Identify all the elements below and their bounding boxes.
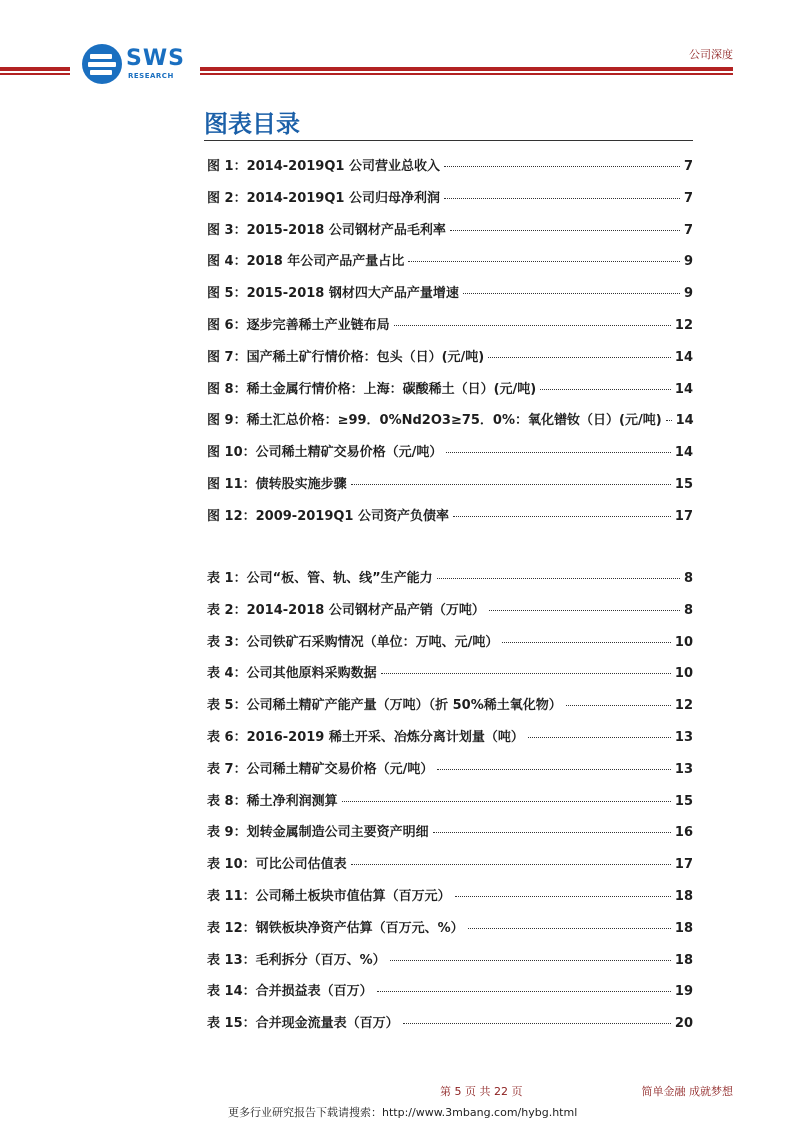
toc-entry-page: 10 bbox=[674, 666, 693, 682]
toc-entry-label: 图 3：2015-2018 公司钢材产品毛利率 bbox=[207, 222, 446, 238]
toc-entry-page: 10 bbox=[674, 634, 693, 650]
toc-entry[interactable] bbox=[207, 346, 693, 378]
toc-entry-page: 15 bbox=[674, 793, 693, 809]
toc-leader-dots bbox=[394, 325, 671, 326]
toc-entry[interactable] bbox=[207, 155, 693, 187]
toc-entry-label: 图 1：2014-2019Q1 公司营业总收入 bbox=[207, 159, 440, 174]
toc-entry-page: 14 bbox=[674, 349, 693, 365]
toc-entry-page: 17 bbox=[674, 508, 693, 524]
toc-entry-page: 8 bbox=[683, 571, 693, 586]
toc-entry-label: 图 7：国产稀土矿行情价格：包头（日）(元/吨) bbox=[207, 349, 485, 365]
toc-entry-page: 7 bbox=[683, 159, 693, 174]
toc-entry-page: 17 bbox=[674, 857, 693, 873]
toc-leader-dots bbox=[455, 896, 671, 897]
toc-entry[interactable] bbox=[207, 790, 693, 822]
toc-leader-dots bbox=[342, 801, 671, 802]
toc-entry-page: 13 bbox=[674, 761, 693, 777]
toc-entry[interactable] bbox=[207, 1012, 693, 1044]
toc-entry[interactable] bbox=[207, 949, 693, 981]
toc-entry-label: 表 12：钢铁板块净资产估算（百万元、%） bbox=[207, 920, 464, 936]
toc-leader-dots bbox=[489, 610, 680, 611]
toc-leader-dots bbox=[566, 705, 671, 706]
toc-entry-page: 20 bbox=[674, 1016, 693, 1032]
toc-entry[interactable] bbox=[207, 662, 693, 694]
toc-entry-page: 16 bbox=[674, 825, 693, 841]
footer-slogan: 简单金融 成就梦想 bbox=[641, 1085, 733, 1098]
toc-entry-page: 13 bbox=[674, 729, 693, 745]
toc-entry-label: 表 14：合并损益表（百万） bbox=[207, 984, 373, 1000]
toc-leader-dots bbox=[666, 420, 672, 421]
toc-entry-label: 表 1：公司“板、管、轨、线”生产能力 bbox=[207, 571, 433, 586]
toc-entry-label: 表 6：2016-2019 稀土开采、冶炼分离计划量（吨） bbox=[207, 729, 524, 745]
toc-entry-page: 18 bbox=[674, 888, 693, 904]
toc-entry-label: 图 4：2018 年公司产品产量占比 bbox=[207, 254, 405, 270]
toc-entry-page: 8 bbox=[683, 602, 693, 618]
toc-leader-dots bbox=[444, 198, 680, 199]
toc-entry-page: 7 bbox=[683, 190, 693, 206]
toc-entry-page: 14 bbox=[675, 413, 694, 429]
toc-leader-dots bbox=[351, 484, 671, 485]
title-divider bbox=[204, 140, 693, 141]
toc-entry[interactable] bbox=[207, 409, 693, 441]
toc-entry[interactable] bbox=[207, 599, 693, 631]
header-rule-right bbox=[200, 67, 733, 71]
toc-entry-label: 表 11：公司稀土板块市值估算（百万元） bbox=[207, 888, 451, 904]
toc-leader-dots bbox=[528, 737, 671, 738]
toc-entry-page: 18 bbox=[674, 952, 693, 968]
report-type-label: 公司深度 bbox=[689, 48, 733, 61]
toc-leader-dots bbox=[453, 516, 671, 517]
toc-entry-label: 表 10：可比公司估值表 bbox=[207, 857, 347, 873]
toc-leader-dots bbox=[450, 230, 680, 231]
toc-entry-page: 12 bbox=[674, 317, 693, 333]
toc-entry-page: 12 bbox=[674, 698, 693, 714]
toc-entry[interactable] bbox=[207, 917, 693, 949]
toc-entry[interactable] bbox=[207, 885, 693, 917]
toc-leader-dots bbox=[437, 769, 671, 770]
toc-leader-dots bbox=[408, 261, 680, 262]
toc-leader-dots bbox=[390, 960, 671, 961]
toc-entry[interactable] bbox=[207, 980, 693, 1012]
header-rule-left bbox=[0, 67, 70, 71]
table-list bbox=[207, 567, 693, 1044]
toc-leader-dots bbox=[403, 1023, 671, 1024]
toc-entry[interactable] bbox=[207, 219, 693, 251]
toc-entry-label: 表 13：毛利拆分（百万、%） bbox=[207, 952, 386, 968]
toc-entry[interactable] bbox=[207, 314, 693, 346]
toc-leader-dots bbox=[351, 864, 671, 865]
toc-leader-dots bbox=[433, 832, 671, 833]
toc-entry[interactable] bbox=[207, 505, 693, 537]
toc-leader-dots bbox=[437, 578, 680, 579]
toc-entry-label: 表 7：公司稀土精矿交易价格（元/吨） bbox=[207, 761, 434, 777]
toc-entry-label: 表 3：公司铁矿石采购情况（单位：万吨、元/吨） bbox=[207, 634, 499, 650]
toc-entry-page: 14 bbox=[674, 381, 693, 397]
toc-entry-label: 表 9：划转金属制造公司主要资产明细 bbox=[207, 825, 429, 841]
header-rule-right-thin bbox=[200, 73, 733, 75]
toc-entry-page: 7 bbox=[683, 222, 693, 238]
sws-logo bbox=[82, 44, 185, 86]
logo-text: SWS bbox=[126, 46, 185, 71]
toc-entry[interactable] bbox=[207, 282, 693, 314]
toc-entry-page: 18 bbox=[674, 920, 693, 936]
toc-entry-page: 15 bbox=[674, 476, 693, 492]
toc-leader-dots bbox=[468, 928, 671, 929]
toc-entry-label: 表 4：公司其他原料采购数据 bbox=[207, 666, 377, 682]
toc-entry-label: 图 6：逐步完善稀土产业链布局 bbox=[207, 317, 390, 333]
toc-entry[interactable] bbox=[207, 567, 693, 599]
toc-entry-label: 表 5：公司稀土精矿产能产量（万吨）（折 50%稀土氧化物） bbox=[207, 698, 562, 714]
toc-entry[interactable] bbox=[207, 853, 693, 885]
toc-leader-dots bbox=[463, 293, 680, 294]
toc-entry-label: 图 11：债转股实施步骤 bbox=[207, 476, 347, 492]
toc-entry[interactable] bbox=[207, 250, 693, 282]
toc-entry[interactable] bbox=[207, 758, 693, 790]
toc-entry-label: 图 5：2015-2018 钢材四大产品产量增速 bbox=[207, 286, 459, 302]
toc-entry-label: 表 8：稀土净利润测算 bbox=[207, 793, 338, 809]
toc-entry[interactable] bbox=[207, 631, 693, 663]
toc-entry-page: 9 bbox=[683, 254, 693, 270]
page-title: 图表目录 bbox=[204, 110, 300, 138]
toc-leader-dots bbox=[488, 357, 671, 358]
toc-entry[interactable] bbox=[207, 187, 693, 219]
toc-entry[interactable] bbox=[207, 473, 693, 505]
toc-entry-label: 图 9：稀土汇总价格：≥99．0%Nd2O3≥75．0%：氧化镨钕（日）(元/吨) bbox=[207, 413, 662, 429]
logo-mark-icon bbox=[82, 44, 122, 84]
toc-entry-label: 图 2：2014-2019Q1 公司归母净利润 bbox=[207, 190, 440, 206]
toc-entry[interactable] bbox=[207, 441, 693, 473]
toc-leader-dots bbox=[444, 166, 680, 167]
toc-entry-label: 图 10：公司稀土精矿交易价格（元/吨） bbox=[207, 445, 443, 461]
toc-entry[interactable] bbox=[207, 378, 693, 410]
toc-entry-label: 图 8：稀土金属行情价格：上海：碳酸稀土（日）(元/吨) bbox=[207, 381, 537, 397]
toc-entry[interactable] bbox=[207, 726, 693, 758]
header-rule-left-thin bbox=[0, 73, 70, 75]
toc-leader-dots bbox=[540, 389, 671, 390]
toc-entry-page: 9 bbox=[683, 286, 693, 302]
toc-entry-label: 图 12：2009-2019Q1 公司资产负债率 bbox=[207, 508, 449, 524]
toc-entry-label: 表 15：合并现金流量表（百万） bbox=[207, 1016, 399, 1032]
toc-entry-page: 19 bbox=[674, 984, 693, 1000]
toc-entry-page: 14 bbox=[674, 445, 693, 461]
toc-entry[interactable] bbox=[207, 694, 693, 726]
figure-list bbox=[207, 155, 693, 537]
logo-subtext: RESEARCH bbox=[128, 72, 174, 80]
toc-entry[interactable] bbox=[207, 821, 693, 853]
footer-download-note: 更多行业研究报告下载请搜索：http://www.3mbang.com/hybg.html bbox=[228, 1106, 578, 1119]
toc-leader-dots bbox=[446, 452, 671, 453]
toc-entry-label: 表 2：2014-2018 公司钢材产品产销（万吨） bbox=[207, 602, 485, 618]
toc-leader-dots bbox=[377, 991, 671, 992]
toc-leader-dots bbox=[381, 673, 671, 674]
page-number: 第 5 页 共 22 页 bbox=[440, 1085, 523, 1098]
toc-leader-dots bbox=[502, 642, 671, 643]
